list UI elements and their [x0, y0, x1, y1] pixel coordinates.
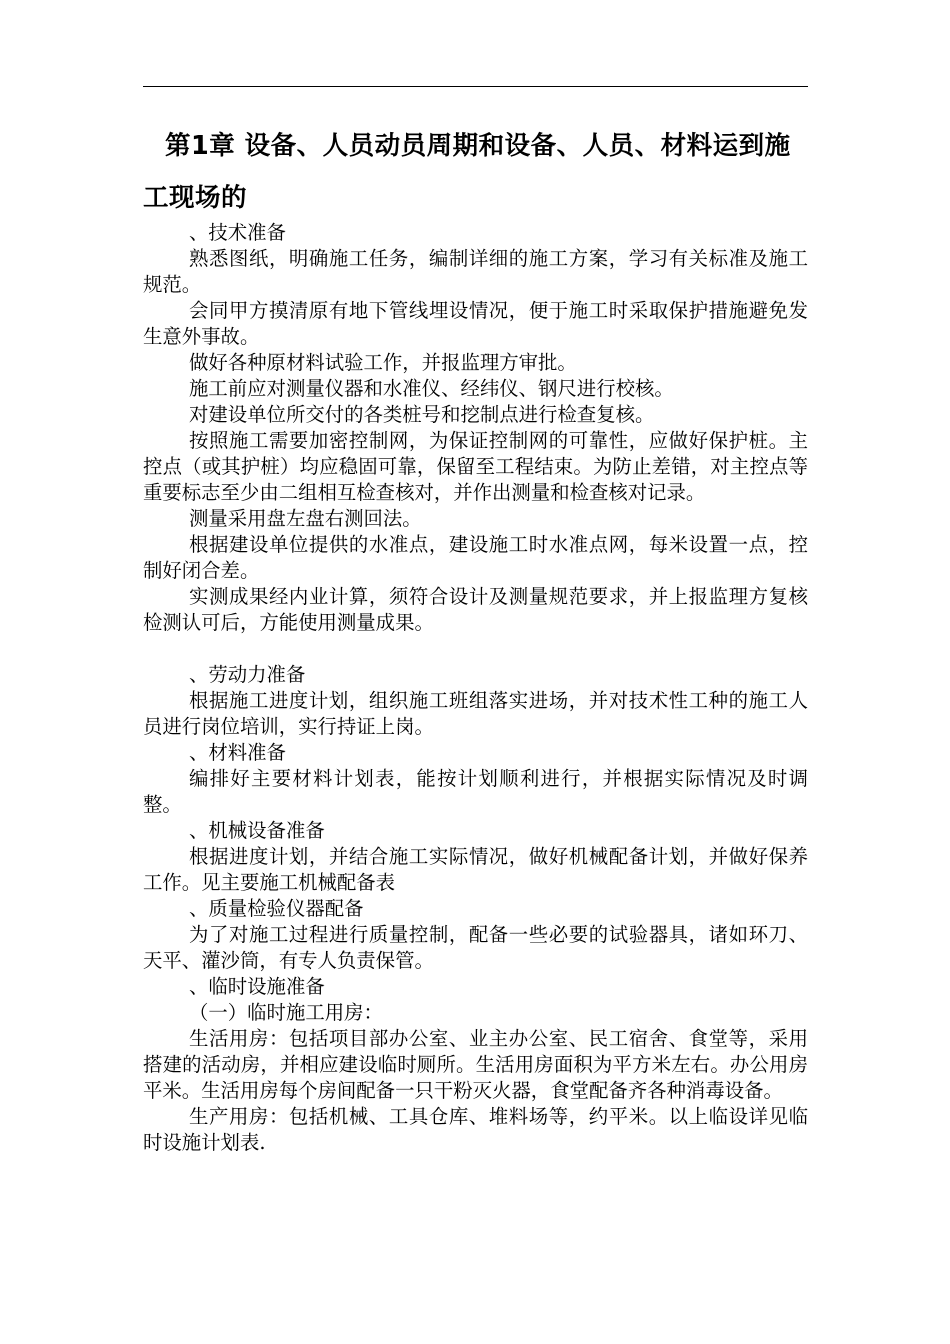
- paragraph: 会同甲方摸清原有地下管线埋设情况，便于施工时采取保护措施避免发生意外事故。: [143, 299, 808, 348]
- section-heading-quality-instruments: 、质量检验仪器配备: [189, 897, 364, 920]
- header-rule: [143, 86, 808, 87]
- paragraph: 为了对施工过程进行质量控制，配备一些必要的试验器具，诸如环刀、天平、灌沙筒，有专人负责保管。: [143, 923, 808, 972]
- subsection-heading-temporary-housing: （一）临时施工用房：: [189, 1001, 383, 1024]
- paragraph: 对建设单位所交付的各类桩号和挖制点进行检查复核。: [189, 403, 655, 426]
- section-heading-materials: 、材料准备: [189, 741, 286, 764]
- paragraph: 根据进度计划，并结合施工实际情况，做好机械配备计划，并做好保养工作。见主要施工机械配备表: [143, 845, 808, 894]
- paragraph: 做好各种原材料试验工作，并报监理方审批。: [189, 351, 577, 374]
- blank-line: [143, 636, 808, 662]
- paragraph: 按照施工需要加密控制网，为保证控制网的可靠性，应做好保护桩。主控点（或其护桩）均应稳固可靠，保留至工程结束。为防止差错，对主控点等重要标志至少由二组相互检查核对，并作出测量和检查核对记录。: [143, 429, 808, 504]
- section-heading-labor: 、劳动力准备: [189, 663, 306, 686]
- document-body: [143, 220, 808, 1156]
- paragraph: 生产用房：包括机械、工具仓库、堆料场等，约平米。以上临设详见临时设施计划表.: [143, 1105, 808, 1154]
- section-heading-temporary-facilities: 、临时设施准备: [189, 975, 325, 998]
- paragraph: 实测成果经内业计算，须符合设计及测量规范要求，并上报监理方复核检测认可后，方能使用测量成果。: [143, 585, 808, 634]
- paragraph: 根据建设单位提供的水准点，建设施工时水准点网，每米设置一点，控制好闭合差。: [143, 533, 808, 582]
- section-heading-technical: 、技术准备: [189, 221, 286, 244]
- paragraph: 编排好主要材料计划表，能按计划顺利进行，并根据实际情况及时调整。: [143, 767, 808, 816]
- chapter-title: 第1章 设备、人员动员周期和设备、人员、材料运到施工现场的: [143, 131, 791, 213]
- paragraph: 根据施工进度计划，组织施工班组落实进场，并对技术性工种的施工人员进行岗位培训，实行持证上岗。: [143, 689, 808, 738]
- section-heading-machinery: 、机械设备准备: [189, 819, 325, 842]
- paragraph: 生活用房：包括项目部办公室、业主办公室、民工宿舍、食堂等，采用搭建的活动房，并相应建设临时厕所。生活用房面积为平方米左右。办公用房平米。生活用房每个房间配备一只干粉灭火器，食堂配备齐各种消毒设备。: [143, 1027, 808, 1102]
- paragraph: 熟悉图纸，明确施工任务，编制详细的施工方案，学习有关标准及施工规范。: [143, 247, 808, 296]
- paragraph: 测量采用盘左盘右测回法。: [189, 507, 422, 530]
- paragraph: 施工前应对测量仪器和水准仪、经纬仪、钢尺进行校核。: [189, 377, 674, 400]
